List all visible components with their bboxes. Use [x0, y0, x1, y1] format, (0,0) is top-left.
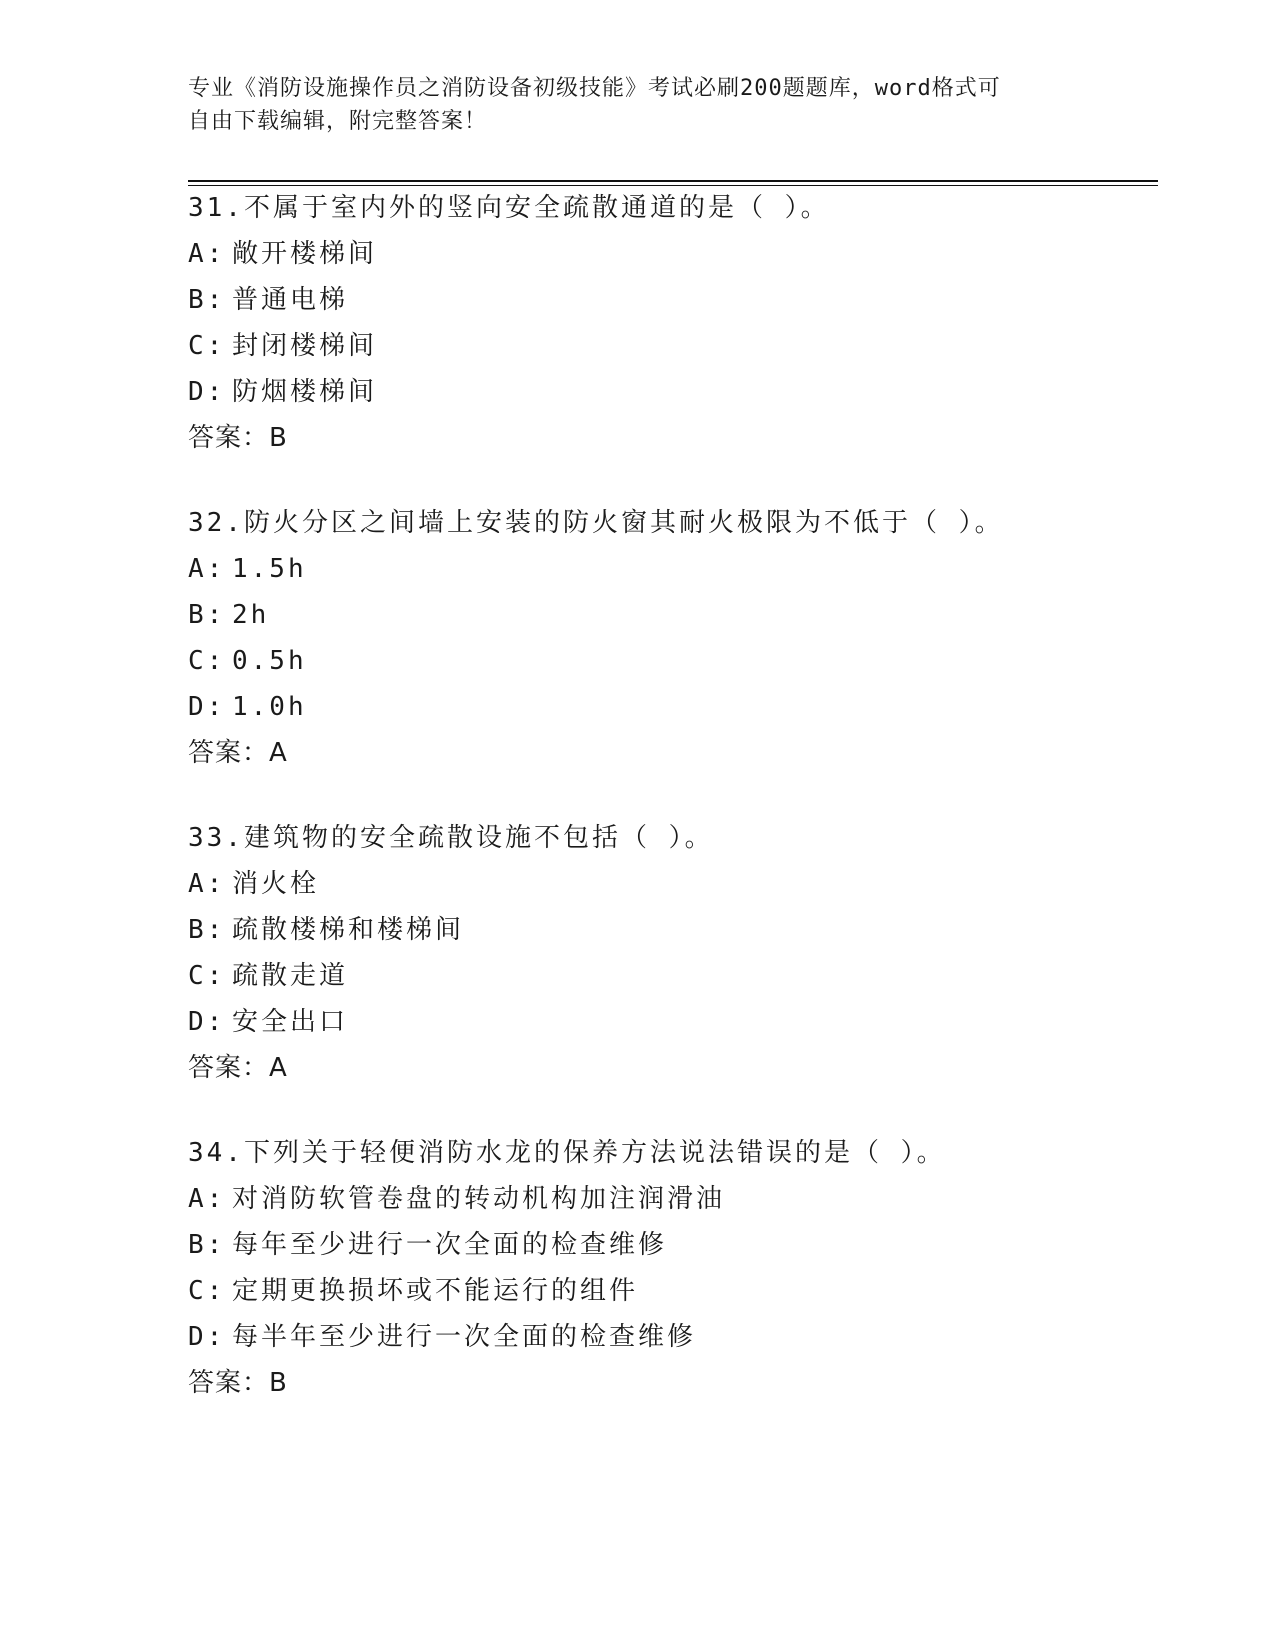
option-b [188, 592, 1148, 638]
option-d [188, 1314, 1148, 1360]
option-letter: A: [188, 1184, 226, 1214]
question-block-31 [188, 185, 1148, 461]
question-block-33 [188, 815, 1148, 1091]
option-letter: D: [188, 377, 226, 407]
option-letter: C: [188, 646, 226, 676]
option-letter: D: [188, 692, 226, 722]
option-text: 每半年至少进行一次全面的检查维修 [232, 1322, 697, 1352]
option-c [188, 323, 1148, 369]
option-c [188, 953, 1148, 999]
option-a [188, 1176, 1148, 1222]
header-line-2: 自由下载编辑，附完整答案！ [188, 109, 488, 134]
option-text: 2h [232, 600, 270, 630]
option-text: 1.5h [232, 554, 307, 584]
option-text: 防烟楼梯间 [232, 377, 378, 407]
option-letter: B: [188, 285, 226, 315]
option-c [188, 638, 1148, 684]
option-b [188, 1222, 1148, 1268]
option-a [188, 546, 1148, 592]
question-stem: 32.防火分区之间墙上安装的防火窗其耐火极限为不低于（ ）。 [188, 508, 1004, 538]
answer-line: 答案：B [188, 1368, 288, 1398]
option-text: 对消防软管卷盘的转动机构加注润滑油 [232, 1184, 726, 1214]
question-stem: 33.建筑物的安全疏散设施不包括（ ）。 [188, 823, 714, 853]
option-letter: D: [188, 1322, 226, 1352]
option-text: 消火栓 [232, 869, 320, 899]
question-stem: 34.下列关于轻便消防水龙的保养方法说法错误的是（ ）。 [188, 1138, 946, 1168]
option-a [188, 861, 1148, 907]
option-letter: B: [188, 915, 226, 945]
option-text: 疏散走道 [232, 961, 349, 991]
option-d [188, 684, 1148, 730]
header-divider-thick [188, 180, 1158, 182]
option-text: 封闭楼梯间 [232, 331, 378, 361]
answer-line: 答案：A [188, 738, 288, 768]
option-text: 疏散楼梯和楼梯间 [232, 915, 465, 945]
header-line-1: 专业《消防设施操作员之消防设备初级技能》考试必刷200题题库，word格式可 [188, 76, 1001, 101]
option-letter: C: [188, 1276, 226, 1306]
option-b [188, 907, 1148, 953]
option-text: 定期更换损坏或不能运行的组件 [232, 1276, 639, 1306]
question-stem: 31.不属于室内外的竖向安全疏散通道的是（ ）。 [188, 193, 830, 223]
option-b [188, 277, 1148, 323]
option-text: 安全出口 [232, 1007, 349, 1037]
option-letter: A: [188, 869, 226, 899]
question-block-32 [188, 500, 1148, 776]
answer-line: 答案：B [188, 423, 288, 453]
option-letter: A: [188, 239, 226, 269]
option-d [188, 999, 1148, 1045]
option-a [188, 231, 1148, 277]
option-c [188, 1268, 1148, 1314]
document-header [188, 72, 1088, 138]
option-text: 每年至少进行一次全面的检查维修 [232, 1230, 668, 1260]
option-letter: B: [188, 1230, 226, 1260]
option-text: 普通电梯 [232, 285, 349, 315]
option-letter: D: [188, 1007, 226, 1037]
option-letter: B: [188, 600, 226, 630]
option-d [188, 369, 1148, 415]
question-block-34 [188, 1130, 1148, 1406]
option-text: 1.0h [232, 692, 307, 722]
option-text: 敞开楼梯间 [232, 239, 378, 269]
option-letter: C: [188, 331, 226, 361]
option-letter: A: [188, 554, 226, 584]
option-letter: C: [188, 961, 226, 991]
option-text: 0.5h [232, 646, 307, 676]
answer-line: 答案：A [188, 1053, 288, 1083]
